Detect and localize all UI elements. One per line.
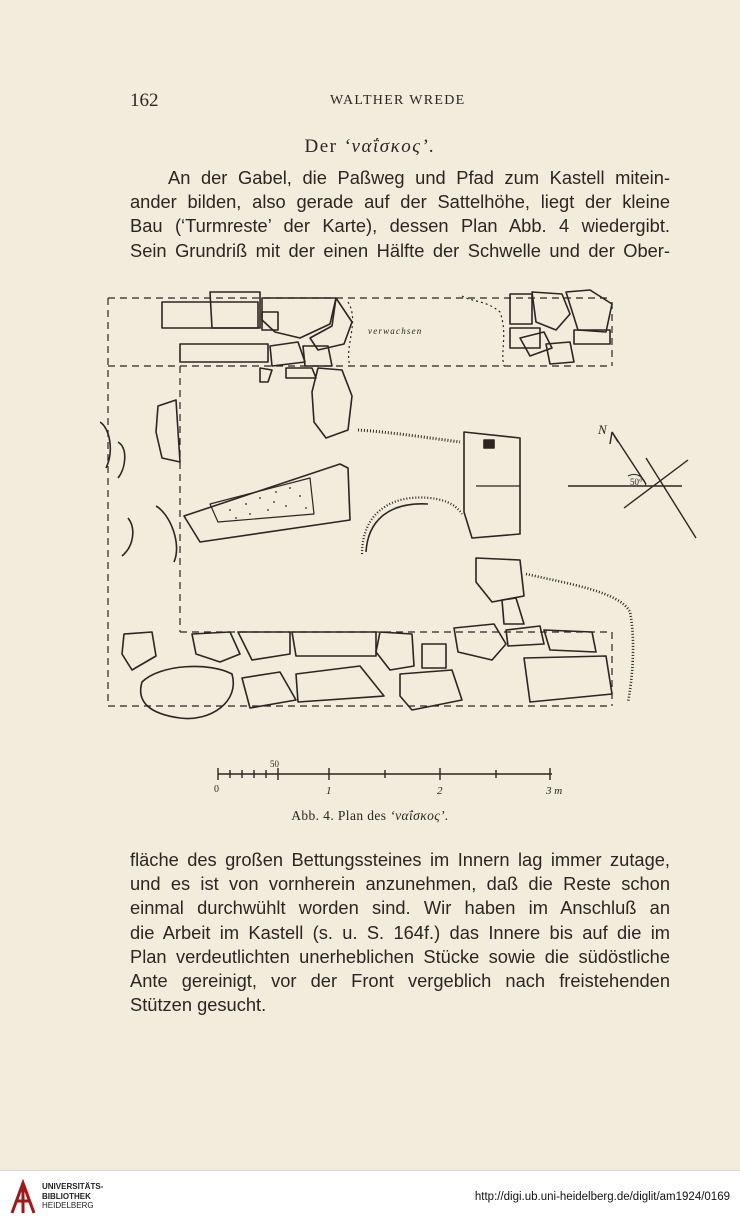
stone <box>286 368 316 378</box>
text-line: Ante gereinigt, vor der Front vergeblich nach freistehenden <box>130 970 670 992</box>
stone <box>510 328 540 348</box>
scale-label-1: 1 <box>326 785 332 797</box>
plan-label: verwachsen <box>368 326 423 336</box>
stone <box>454 624 506 660</box>
bedding-stone-inner <box>210 478 314 522</box>
stone <box>296 666 384 702</box>
stone <box>506 626 544 646</box>
north-arrow <box>568 422 696 538</box>
stone <box>100 422 125 478</box>
text-line: An der Gabel, die Paßweg und Pfad zum Kastell mitein- <box>168 167 670 188</box>
text-line: ander bilden, also gerade auf der Sattelhöhe, liegt der kleine <box>130 191 670 213</box>
stone <box>270 342 305 366</box>
library-name: UNIVERSITÄTS- BIBLIOTHEK HEIDELBERG <box>42 1182 104 1210</box>
scale-label-2: 2 <box>437 785 443 797</box>
stone <box>238 632 290 660</box>
running-title: WALTHER WREDE <box>330 93 466 108</box>
stone <box>262 298 336 338</box>
text-line: Bau (‘Turmreste’ der Karte), dessen Plan Abb. 4 wiedergibt. <box>130 215 670 237</box>
paragraph-intro <box>130 166 670 263</box>
stone <box>524 656 612 702</box>
caption-greek: ‘ναΐσκος’. <box>390 808 449 823</box>
stone <box>310 298 352 350</box>
bedding-dots <box>229 487 307 519</box>
text-line: einmal durchwühlt worden sind. Wir haben im Anschluß an <box>130 897 670 919</box>
stone <box>544 630 596 652</box>
stone <box>242 672 296 708</box>
text-line: Sein Grundriß mit der einen Hälfte der Schwelle und der Ober- <box>130 239 670 261</box>
threshold-edge <box>358 430 460 442</box>
scale-label-0: 0 <box>214 784 219 795</box>
section-title-greek: ‘ναΐσκος’. <box>343 136 436 157</box>
stone <box>502 598 524 624</box>
permalink-url[interactable]: http://digi.ub.uni-heidelberg.de/diglit/am1924/0169 <box>474 1191 730 1203</box>
figure-caption <box>0 808 740 824</box>
text-line: Stützen gesucht. <box>130 994 267 1016</box>
stone <box>376 632 414 670</box>
stone <box>192 632 240 662</box>
text-line: die Arbeit im Kastell (s. u. S. 164f.) das Innere bis auf die im <box>130 921 670 943</box>
scale-bar <box>210 758 570 798</box>
viewer-footer <box>0 1170 740 1225</box>
stone <box>260 368 272 382</box>
north-label: N <box>598 422 607 437</box>
stone <box>422 644 446 668</box>
caption-prefix: Abb. 4. Plan des <box>291 808 387 823</box>
stone <box>122 632 156 670</box>
stone <box>156 400 180 462</box>
stone <box>532 292 570 330</box>
running-head <box>130 90 670 114</box>
stone <box>122 506 177 562</box>
text-line: und es ist von vornherein anzunehmen, daß die Reste schon <box>130 873 670 895</box>
stone <box>180 344 268 362</box>
section-title-prefix: Der <box>304 136 338 157</box>
stone <box>141 666 234 718</box>
curved-wall <box>366 504 428 552</box>
stone <box>312 368 352 438</box>
text-line: fläche des großen Bettungssteines im Innern lag immer zutage, <box>130 849 670 870</box>
library-logo-icon[interactable] <box>8 1179 38 1217</box>
plan-drawing <box>100 282 700 722</box>
bedding-stone <box>184 464 350 542</box>
stone <box>400 670 462 710</box>
scale-label-3: 3 m <box>546 785 563 797</box>
page-number: 162 <box>130 90 159 111</box>
scale-label-50: 50 <box>270 759 279 769</box>
text-line: Plan verdeutlichten unerheblichen Stücke sowie die südöstliche <box>130 945 670 967</box>
stone <box>566 290 612 332</box>
paragraph-body <box>130 848 670 1017</box>
stone <box>292 632 376 656</box>
curved-wall <box>362 497 462 554</box>
section-title <box>0 136 740 158</box>
stone <box>484 440 494 448</box>
stone <box>210 292 260 328</box>
stone <box>476 558 524 602</box>
angle-label: 50° <box>630 477 643 487</box>
